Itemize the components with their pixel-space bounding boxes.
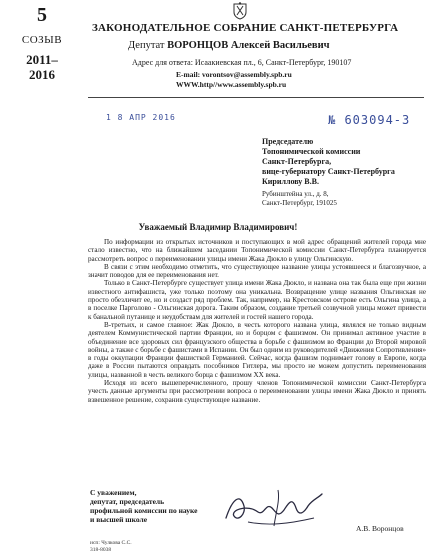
closing-line: С уважением, [90, 488, 137, 497]
body-paragraph: Только в Санкт-Петербурге существует улица имени Жака Дюкло, и названа она так была еще при жизни известного антифашиста, уже только поэтому она уникальна. Возвращение улице названия Ольгинская не просто обезличит ее, но и создаст ряд проблем. Так, например, на Крестовском острове есть Ольгина улица, а в поселке Парголово - Ольгинская дорога. Таким образом, создание третьей созвучной улицы может привести к банальной путанице и неудобствам для жителей и гостей нашего города. [88, 279, 426, 321]
convocation-number: 5 [37, 4, 47, 26]
convocation-years [22, 52, 62, 82]
body-paragraph: В связи с этим необходимо отметить, что существующее название улицы устоявшееся и благозвучное, а значит поводов для ее переименования нет. [88, 262, 426, 280]
deputy-line [128, 40, 330, 51]
date-stamp: 1 8 АПР 2016 [106, 113, 176, 122]
signer-name: А.В. Воронцов [356, 524, 404, 533]
closing-block [90, 488, 230, 524]
registration-number: № 603094-3 [328, 113, 411, 127]
recipient-block [262, 137, 432, 187]
recipient-address [262, 190, 432, 208]
recipient-line: Санкт-Петербурга, [262, 157, 332, 166]
letterhead-divider [88, 97, 424, 98]
closing-line: депутат, председатель [90, 497, 165, 506]
handwritten-signature-icon [218, 482, 328, 534]
closing-line: и высшей школе [90, 515, 148, 524]
executor-phone: 318-8038 [90, 547, 112, 553]
st-petersburg-coat-of-arms-icon [232, 2, 248, 20]
convocation-years-end: 2016 [29, 67, 55, 82]
body-paragraph: По информации из открытых источников и поступающих в мой адрес обращений жителей города мне стало известно, что на ближайшем заседании Топонимической комиссии Санкт-Петербурга планируется рассмотреть вопрос о переименовании улицы имени Жака Дюкло в улицу Ольгинскую. [88, 238, 426, 263]
recipient-line: Топонимической комиссии [262, 147, 361, 156]
recipient-line: Председателю [262, 137, 314, 146]
body-paragraph: Исходя из всего вышеперечисленного, прошу членов Топонимической комиссии Санкт-Петербурга учесть данные аргументы при рассмотрении вопроса о переименовании улицы имени Жака Дюкло и принять взвешенное решение, сохранив существующее название. [88, 379, 426, 404]
deputy-name: ВОРОНЦОВ Алексей Васильевич [167, 40, 330, 51]
deputy-label: Депутат [128, 40, 165, 51]
recipient-line: Кириллову В.В. [262, 177, 319, 186]
recipient-line: вице-губернатору Санкт-Петербурга [262, 167, 395, 176]
convocation-label: СОЗЫВ [21, 34, 63, 46]
reply-address: Адрес для ответа: Исаакиевская пл., 6, Санкт-Петербург, 190107 [132, 58, 352, 67]
website-link[interactable]: WWW.http//www.assembly.spb.ru [176, 80, 287, 89]
letter-body [88, 238, 426, 404]
salutation: Уважаемый Владимир Владимирович! [138, 222, 298, 232]
email-link[interactable]: E-mail: vorontsov@assembly.spb.ru [176, 70, 292, 79]
recipient-address-line: Рубинштейна ул., д. 8, [262, 190, 329, 198]
executor-info [90, 540, 132, 554]
executor-name: исп: Чулкова С.С. [90, 540, 132, 546]
closing-line: профильной комиссии по науке [90, 506, 198, 515]
convocation-years-start: 2011– [26, 52, 58, 67]
body-paragraph: В-третьих, и самое главное: Жак Дюкло, в честь которого названа улица, являлся не только видным деятелем Коммунистической партии Франции, но и борцом с фашизмом. Он принимал активное участие в объединение все здоровых сил французского общества в борьбе с фашизмом во Франции до Второй мировой войны, а также с борьбе с фашистами в Испании. Он был одним из руководителей «Движения Сопротивления» в годы оккупации Франции фашисткой Германией. Сейчас, когда фашизм поднимает голову в Европе, когда даже в России пытаются оправдать пособников Гитлера, мы просто не можем допустить переименования улицы, названной в честь великого борца с фашизмом XX века. [88, 320, 426, 379]
recipient-address-line: Санкт-Петербург, 191025 [262, 199, 337, 207]
assembly-name: ЗАКОНОДАТЕЛЬНОЕ СОБРАНИЕ САНКТ-ПЕТЕРБУРГА [92, 22, 399, 34]
